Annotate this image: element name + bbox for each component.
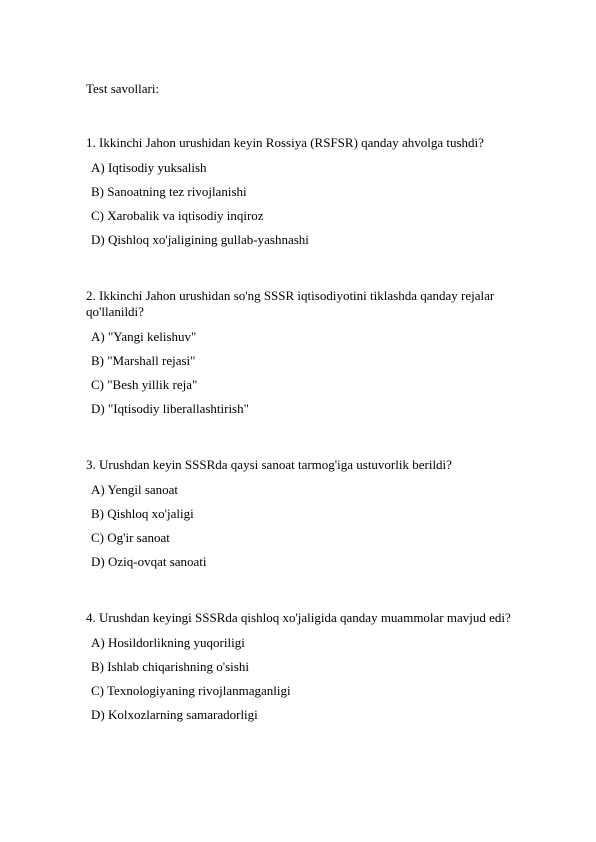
answer-option-a: A) "Yangi kelishuv" <box>91 329 197 344</box>
answer-option-c: C) Texnologiyaning rivojlanmaganligi <box>91 683 291 698</box>
question-text: 3. Urushdan keyin SSSRda qaysi sanoat tarmog'iga ustuvorlik berildi? <box>86 457 452 472</box>
question-3 <box>86 457 548 578</box>
answer-option-a: A) Yengil sanoat <box>91 482 179 497</box>
question-text: 1. Ikkinchi Jahon urushidan keyin Rossiya (RSFSR) qanday ahvolga tushdi? <box>86 135 484 150</box>
answer-option-d: D) Kolxozlarning samaradorligi <box>91 707 258 722</box>
answer-option-d: D) Oziq-ovqat sanoati <box>91 554 207 569</box>
answer-option-d: D) "Iqtisodiy liberallashtirish" <box>91 401 249 416</box>
answer-option-c: C) Og'ir sanoat <box>91 530 170 545</box>
question-1 <box>86 135 548 256</box>
question-text: 2. Ikkinchi Jahon urushidan so'ng SSSR iqtisodiyotini tiklashda qanday rejalar qo'llanildi? <box>86 288 495 319</box>
answer-options <box>86 329 548 417</box>
answer-options <box>86 635 548 723</box>
question-4 <box>86 610 548 731</box>
answer-option-b: B) Qishloq xo'jaligi <box>91 506 194 521</box>
answer-option-c: C) Xarobalik va iqtisodiy inqiroz <box>91 208 264 223</box>
answer-option-b: B) "Marshall rejasi" <box>91 353 196 368</box>
answer-option-a: A) Iqtisodiy yuksalish <box>91 160 207 175</box>
answer-option-b: B) Ishlab chiqarishning o'sishi <box>91 659 249 674</box>
answer-options <box>86 482 548 570</box>
question-2 <box>86 288 548 425</box>
section-heading: Test savollari: <box>86 81 160 96</box>
answer-option-b: B) Sanoatning tez rivojlanishi <box>91 184 247 199</box>
question-text: 4. Urushdan keyingi SSSRda qishloq xo'jaligida qanday muammolar mavjud edi? <box>86 610 511 625</box>
answer-option-a: A) Hosildorlikning yuqoriligi <box>91 635 245 650</box>
answer-options <box>86 160 548 248</box>
answer-option-c: C) "Besh yillik reja" <box>91 377 198 392</box>
answer-option-d: D) Qishloq xo'jaligining gullab-yashnashi <box>91 232 309 247</box>
